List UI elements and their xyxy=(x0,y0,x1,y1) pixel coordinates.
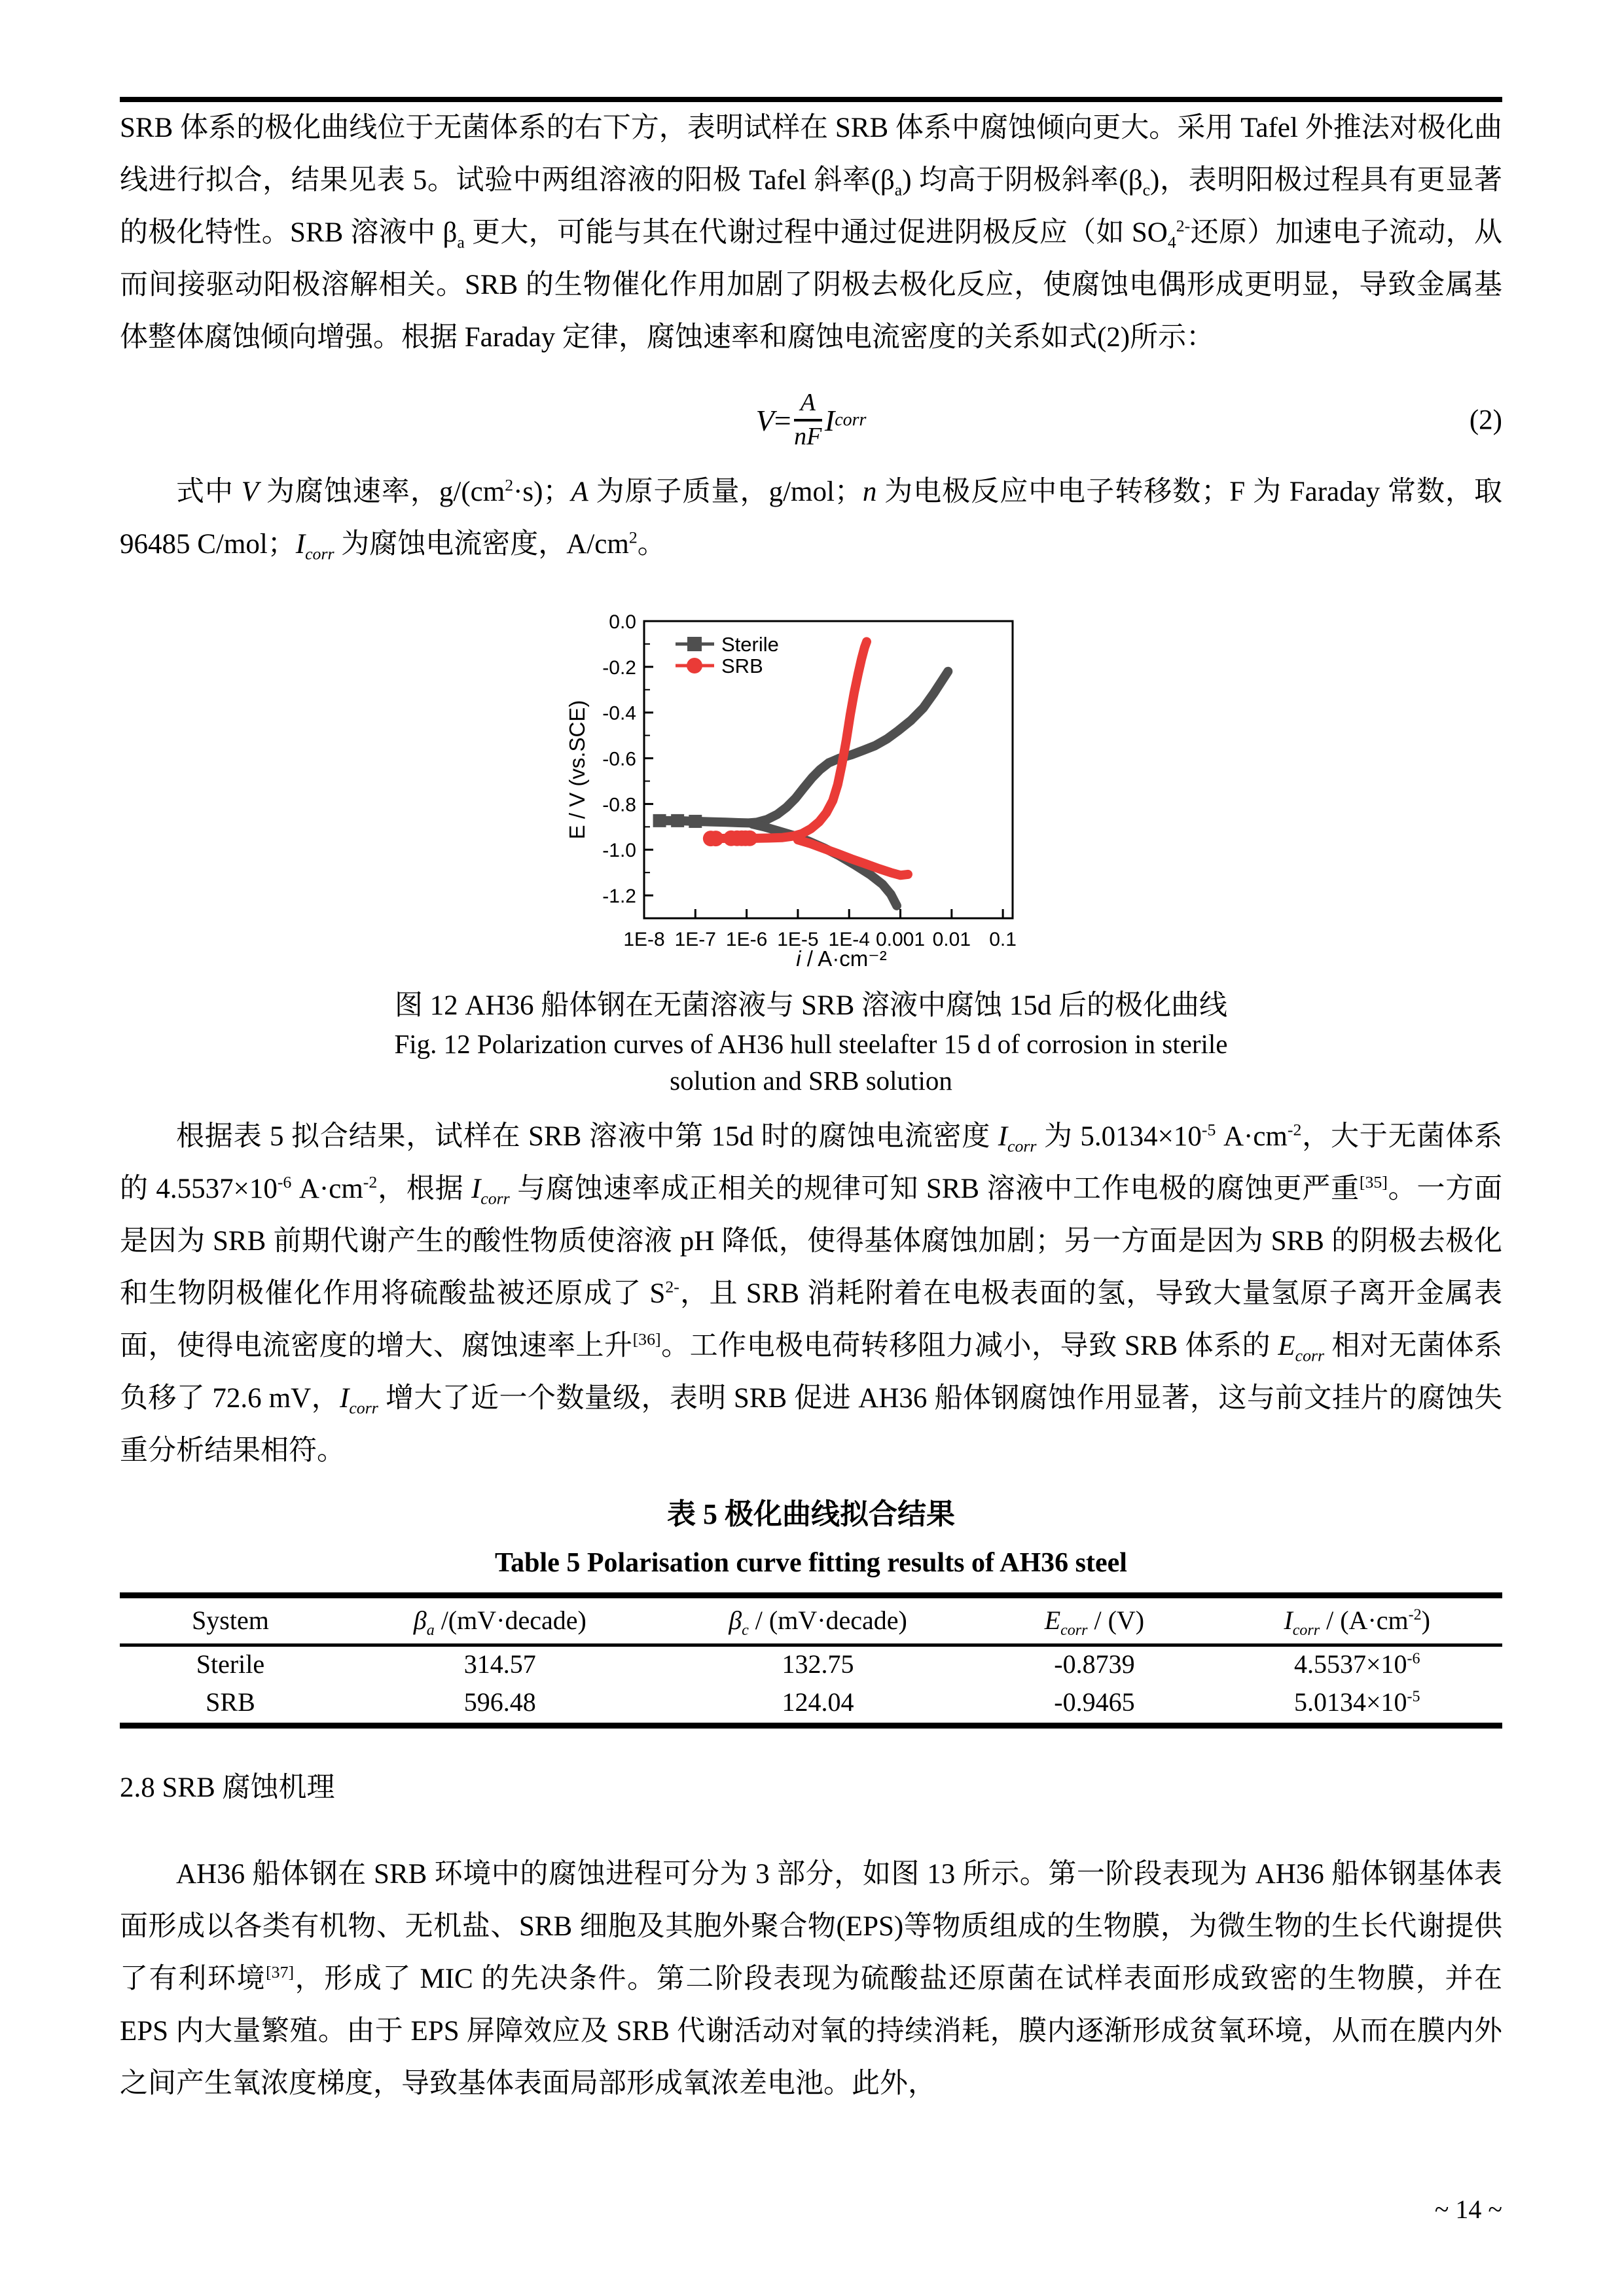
header-icorr: $I_{corr} / (A\cdot cm^{-2})$ xyxy=(1212,1596,1502,1645)
equation-denominator: nF xyxy=(794,423,822,450)
svg-text:0.1: 0.1 xyxy=(989,929,1017,950)
equation-equals: = xyxy=(774,403,791,437)
paragraph-1: SRB 体系的极化曲线位于无菌体系的右下方，表明试样在 SRB 体系中腐蚀倾向更大。采用 Tafel 外推法对极化曲线进行拟合，结果见表 5。试验中两组溶液的阳极 Tafel 斜率$(\beta_a)$ 均高于阴极斜率$(\beta_c)$，表明阳极过程具有更显著的极化特性。SRB 溶液中 $\beta_a$ 更大，可能与其在代谢过程中通过促进阴极反应（如 $SO_4^{2-}$还原）加速电子流动，从而间接驱动阳极溶解相关。SRB 的生物催化作用加剧了阴极去极化反应，使腐蚀电偶形成更明显，导致金属基体整体腐蚀倾向增强。根据 Faraday 定律，腐蚀速率和腐蚀电流密度的关系如式(2)所示： xyxy=(120,113,1503,353)
table-header-row xyxy=(120,1596,1502,1645)
header-beta-a: $\beta_a$ /(mV·decade) xyxy=(341,1596,659,1645)
table-row-sterile xyxy=(120,1645,1502,1685)
cell-srb-ecorr: -0.9465 xyxy=(1054,1687,1135,1717)
svg-text:1E-5: 1E-5 xyxy=(777,929,819,950)
header-beta-c: $\beta_c$ / (mV·decade) xyxy=(659,1596,977,1645)
svg-text:-0.2: -0.2 xyxy=(602,656,636,679)
equation-lhs: V xyxy=(755,403,774,437)
cell-sterile-beta-a: 314.57 xyxy=(463,1649,536,1679)
svg-text:i / A·cm⁻²: i / A·cm⁻² xyxy=(796,946,887,971)
cell-sterile-ecorr: -0.8739 xyxy=(1054,1649,1135,1679)
svg-text:1E-4: 1E-4 xyxy=(828,929,870,950)
equation-fraction xyxy=(794,389,822,451)
equation-content: V = $\frac{A}{nF}$ I corr xyxy=(755,389,867,450)
svg-text:-0.6: -0.6 xyxy=(602,748,636,770)
table-row-srb xyxy=(120,1685,1502,1726)
svg-text:-1.2: -1.2 xyxy=(602,886,636,908)
header-system: System xyxy=(120,1596,341,1645)
svg-text:0.0: 0.0 xyxy=(609,611,636,633)
svg-text:1E-6: 1E-6 xyxy=(725,929,768,950)
figure-caption-en-line1: Fig. 12 Polarization curves of AH36 hull steelafter 15 d of corrosion in sterile xyxy=(394,1029,1228,1059)
svg-text:E / V (vs.SCE): E / V (vs.SCE) xyxy=(565,700,589,840)
cell-sterile-system: Sterile xyxy=(196,1649,265,1679)
fitting-results-table xyxy=(120,1592,1502,1729)
cell-srb-system: SRB xyxy=(206,1687,255,1717)
header-rule xyxy=(120,97,1502,102)
equation-2 xyxy=(120,374,1502,466)
svg-text:-0.4: -0.4 xyxy=(602,702,636,725)
cell-sterile-icorr: $4.5537\times 10^{-6}$ xyxy=(1293,1649,1420,1679)
svg-text:-0.8: -0.8 xyxy=(602,794,636,816)
svg-text:-1.0: -1.0 xyxy=(602,840,636,862)
cell-srb-beta-c: 124.04 xyxy=(782,1687,854,1717)
svg-text:Sterile: Sterile xyxy=(721,633,779,656)
paragraph-4: AH36 船体钢在 SRB 环境中的腐蚀进程可分为 3 部分，如图 13 所示。第一阶段表现为 AH36 船体钢基体表面形成以各类有机物、无机盐、SRB 细胞及其胞外聚合物(EPS)等物质组成的生物膜，为微生物的生长代谢提供了有利环境[37]，形成了 MIC 的先决条件。第二阶段表现为硫酸盐还原菌在试样表面形成致密的生物膜，并在 EPS 内大量繁殖。由于 EPS 屏障效应及 SRB 代谢活动对氧的持续消耗，膜内逐渐形成贫氧环境，从而在膜内外之间产生氧浓度梯度，导致基体表面局部形成氧浓差电池。此外， xyxy=(120,1859,1503,2099)
figure-caption-en-line2: solution and SRB solution xyxy=(670,1066,952,1096)
equation-numerator: A xyxy=(794,389,822,422)
paragraph-2: 式中 V 为腐蚀速率，$g/(cm^2\cdot s)$；A 为原子质量，g/mol；n 为电极反应中电子转移数；F 为 Faraday 常数，取 96485 C/mol；$I_{corr}$ 为腐蚀电流密度，$A/cm^2$。 xyxy=(120,475,1503,564)
table-title-zh: 表 5 极化曲线拟合结果 xyxy=(667,1498,955,1530)
cell-srb-beta-a: 596.48 xyxy=(463,1687,536,1717)
cell-srb-icorr: $5.0134\times 10^{-5}$ xyxy=(1293,1687,1420,1717)
figure-caption-zh: 图 12 AH36 船体钢在无菌溶液与 SRB 溶液中腐蚀 15d 后的极化曲线 xyxy=(394,990,1228,1021)
svg-text:1E-7: 1E-7 xyxy=(674,929,716,950)
equation-number: (2) xyxy=(1469,404,1502,436)
svg-text:0.001: 0.001 xyxy=(875,929,926,950)
equation-current-symbol: I xyxy=(824,403,835,437)
svg-text:0.01: 0.01 xyxy=(932,929,971,950)
svg-text:1E-8: 1E-8 xyxy=(623,929,665,950)
page-number: ~ 14 ~ xyxy=(1434,2195,1502,2224)
page-content xyxy=(120,0,1502,2110)
svg-text:SRB: SRB xyxy=(721,655,763,677)
table-title-en: Table 5 Polarisation curve fitting results of AH36 steel xyxy=(495,1548,1127,1578)
section-heading-2-8: 2.8 SRB 腐蚀机理 xyxy=(120,1772,335,1803)
polarization-figure xyxy=(120,602,1502,978)
paragraph-3: 根据表 5 拟合结果，试样在 SRB 溶液中第 15d 时的腐蚀电流密度 $I_{corr}$ 为 $5.0134\times 10^{-5}$ $A\cdot cm^{-2}$，大于无菌体系的 $4.5537\times 10^{-6}$ $A\cdot cm^{-2}$，根据 $I_{corr}$ 与腐蚀速率成正相关的规律可知 SRB 溶液中工作电极的腐蚀更严重[35]。一方面是因为 SRB 前期代谢产生的酸性物质使溶液 pH 降低，使得基体腐蚀加剧；另一方面是因为 SRB 的阴极去极化和生物阴极催化作用将硫酸盐被还原成了 $S^{2-}$，且 SRB 消耗附着在电极表面的氢，导致大量氢原子离开金属表面，使得电流密度的增大、腐蚀速率上升[36]。工作电极电荷转移阻力减小，导致 SRB 体系的 $E_{corr}$ 相对无菌体系负移了 72.6 mV，$I_{corr}$ 增大了近一个数量级，表明 SRB 促进 AH36 船体钢腐蚀作用显著，这与前文挂片的腐蚀失重分析结果相符。 xyxy=(120,1120,1503,1466)
polarization-chart xyxy=(562,602,1060,978)
cell-sterile-beta-c: 132.75 xyxy=(782,1649,854,1679)
header-ecorr: $E_{corr} / (V)$ xyxy=(977,1596,1212,1645)
